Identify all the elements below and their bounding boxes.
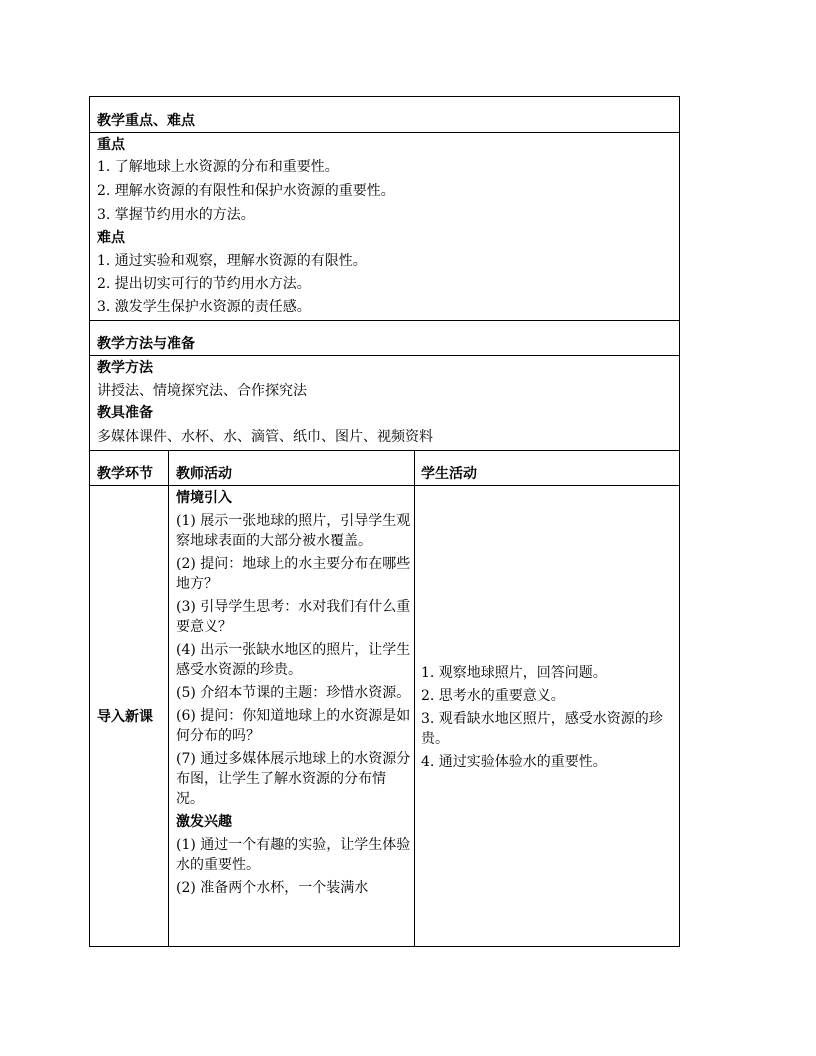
section-title-methods: 教学方法与准备 [97,336,195,352]
difficult-point-item: 1. 通过实验和观察，理解水资源的有限性。 [97,253,367,269]
section-title-key-points: 教学重点、难点 [97,113,195,129]
tools-text: 多媒体课件、水杯、水、滴管、纸巾、图片、视频资料 [97,429,433,445]
tools-heading: 教具准备 [97,405,153,421]
teacher-item: (7) 通过多媒体展示地球上的水资源分布图，让学生了解水资源的分布情况。 [176,751,411,807]
student-item: 4. 通过实验体验水的重要性。 [421,754,607,770]
teacher-item: (6) 提问：你知道地球上的水资源是如何分布的吗？ [176,708,411,744]
student-item: 2. 思考水的重要意义。 [421,688,565,704]
teacher-item: (1) 展示一张地球的照片，引导学生观察地球表面的大部分被水覆盖。 [176,513,411,549]
divider [90,355,679,356]
student-item: 3. 观看缺水地区照片，感受水资源的珍贵。 [421,711,663,747]
header-student-activity: 学生活动 [421,466,477,482]
teacher-item: (1) 通过一个有趣的实验，让学生体验水的重要性。 [176,837,411,873]
teacher-activity-cell [176,487,412,900]
difficult-point-item: 3. 激发学生保护水资源的责任感。 [97,299,311,315]
column-divider [414,450,415,947]
student-activity-cell [421,662,673,774]
header-stage: 教学环节 [97,466,153,482]
difficult-points-heading: 难点 [97,230,125,246]
difficult-point-item: 2. 提出切实可行的节约用水方法。 [97,276,311,292]
header-teacher-activity: 教师活动 [176,466,232,482]
key-point-item: 1. 了解地球上水资源的分布和重要性。 [97,159,339,175]
column-divider [168,450,169,947]
divider [90,320,679,321]
teacher-subheading: 激发兴趣 [176,814,232,830]
teacher-item: (2) 准备两个水杯，一个装满水 [176,880,369,896]
key-points-heading: 重点 [97,137,125,153]
student-item: 1. 观察地球照片，回答问题。 [421,665,607,681]
key-point-item: 2. 理解水资源的有限性和保护水资源的重要性。 [97,183,395,199]
methods-text: 讲授法、情境探究法、合作探究法 [97,383,307,399]
lesson-plan-table [89,96,680,947]
key-point-item: 3. 掌握节约用水的方法。 [97,207,255,223]
teacher-item: (5) 介绍本节课的主题：珍惜水资源。 [176,685,411,701]
divider [90,485,679,486]
teacher-subheading: 情境引入 [176,490,232,506]
divider [90,132,679,133]
teacher-item: (4) 出示一张缺水地区的照片，让学生感受水资源的珍贵。 [176,642,411,678]
divider [90,450,679,451]
stage-label: 导入新课 [97,709,153,725]
teacher-item: (3) 引导学生思考：水对我们有什么重要意义？ [176,599,411,635]
methods-heading: 教学方法 [97,360,153,376]
teacher-item: (2) 提问：地球上的水主要分布在哪些地方？ [176,556,411,592]
